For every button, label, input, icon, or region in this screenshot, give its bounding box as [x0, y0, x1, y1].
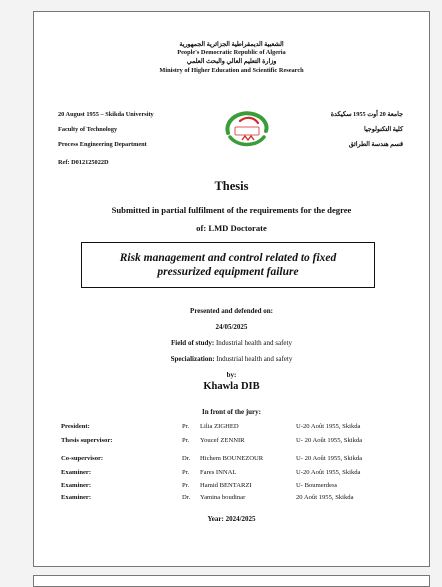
author-name: Khawla DIB: [203, 381, 260, 392]
jury-row: [34, 437, 431, 447]
university-name: 20 August 1955 – Skikda University: [58, 111, 154, 118]
jury-heading: In front of the jury:: [202, 408, 261, 416]
arabic-university: جامعة 20 أوت 1955 سكيكدة: [330, 111, 403, 118]
arabic-ministry: وزارة التعليم العالي والبحث العلمي: [186, 58, 277, 65]
field-label: Field of study:: [171, 339, 215, 347]
jury-name: Hichem BOUNEZOUR: [200, 455, 264, 462]
faculty-name: Faculty of Technology: [58, 126, 118, 133]
jury-name: Yamina boudinar: [200, 494, 246, 501]
jury-title: Pr.: [182, 437, 190, 444]
jury-title: Pr.: [182, 482, 190, 489]
jury-affiliation: U- 20 Août 1955, Skikda: [296, 455, 363, 462]
jury-affiliation: U- Boumerdess: [296, 482, 338, 489]
arabic-republic: الشعبية الديمقراطية الجزائرية الجمهورية: [179, 41, 284, 48]
defense-date: 24/05/2025: [215, 323, 248, 331]
jury-affiliation: U-20 Août 1955, Skikda: [296, 423, 361, 430]
field-value: Industrial health and safety: [214, 339, 292, 347]
jury-role: Examiner:: [61, 494, 92, 501]
arabic-department: قسم هندسة الطرائق: [348, 141, 403, 148]
jury-name: Youcef ZENNIR: [200, 437, 245, 444]
reference-number: Ref: D012125022D: [58, 159, 109, 166]
jury-name: Lilia ZIGHED: [200, 423, 239, 430]
jury-row: [34, 455, 431, 465]
specialization: [34, 355, 429, 363]
jury-affiliation: 20 Août 1955, Skikda: [296, 494, 354, 501]
year-value: 2024/2025: [223, 515, 256, 523]
jury-role: Examiner:: [61, 482, 92, 489]
jury-affiliation: U-20 Août 1955, Skikda: [296, 469, 361, 476]
jury-name: Hamid BENTARZI: [200, 482, 252, 489]
year-label: Year:: [207, 515, 224, 523]
thesis-subtitle-line2: of: LMD Doctorate: [196, 223, 267, 233]
specialization-value: Industrial health and safety: [214, 355, 293, 363]
jury-row: [34, 482, 431, 492]
next-page-edge: [33, 575, 430, 587]
jury-title: Pr.: [182, 469, 190, 476]
thesis-title-box: [81, 242, 375, 288]
ministry-name: Ministry of Higher Education and Scientific Research: [159, 67, 304, 74]
jury-title: Pr.: [182, 423, 190, 430]
republic-name: People's Democratic Republic of Algeria: [177, 49, 286, 56]
field-of-study: [34, 339, 429, 347]
university-logo-icon: [220, 107, 272, 152]
thesis-subtitle-line1: Submitted in partial fulfilment of the requirements for the degree: [111, 205, 352, 215]
department-name: Process Engineering Department: [58, 141, 147, 148]
jury-role: Thesis supervisor:: [61, 437, 113, 444]
jury-role: Examiner:: [61, 469, 92, 476]
title-page: [33, 11, 430, 567]
jury-row: [34, 423, 431, 433]
thesis-title: Risk management and control related to fixed pressurized equipment failure: [119, 251, 337, 278]
specialization-label: Specialization:: [170, 355, 215, 363]
academic-year: [34, 515, 429, 523]
presented-label: Presented and defended on:: [190, 307, 273, 315]
jury-name: Fares INNAL: [200, 469, 237, 476]
jury-role: President:: [61, 423, 90, 430]
jury-title: Dr.: [182, 455, 191, 462]
jury-title: Dr.: [182, 494, 191, 501]
jury-affiliation: U- 20 Août 1955, Skikda: [296, 437, 363, 444]
jury-role: Co-supervisor:: [61, 455, 104, 462]
jury-row: [34, 494, 431, 504]
by-label: by:: [226, 371, 237, 379]
jury-row: [34, 469, 431, 479]
arabic-faculty: كلية التكنولوجيا: [363, 126, 403, 133]
thesis-heading: Thesis: [214, 179, 249, 193]
